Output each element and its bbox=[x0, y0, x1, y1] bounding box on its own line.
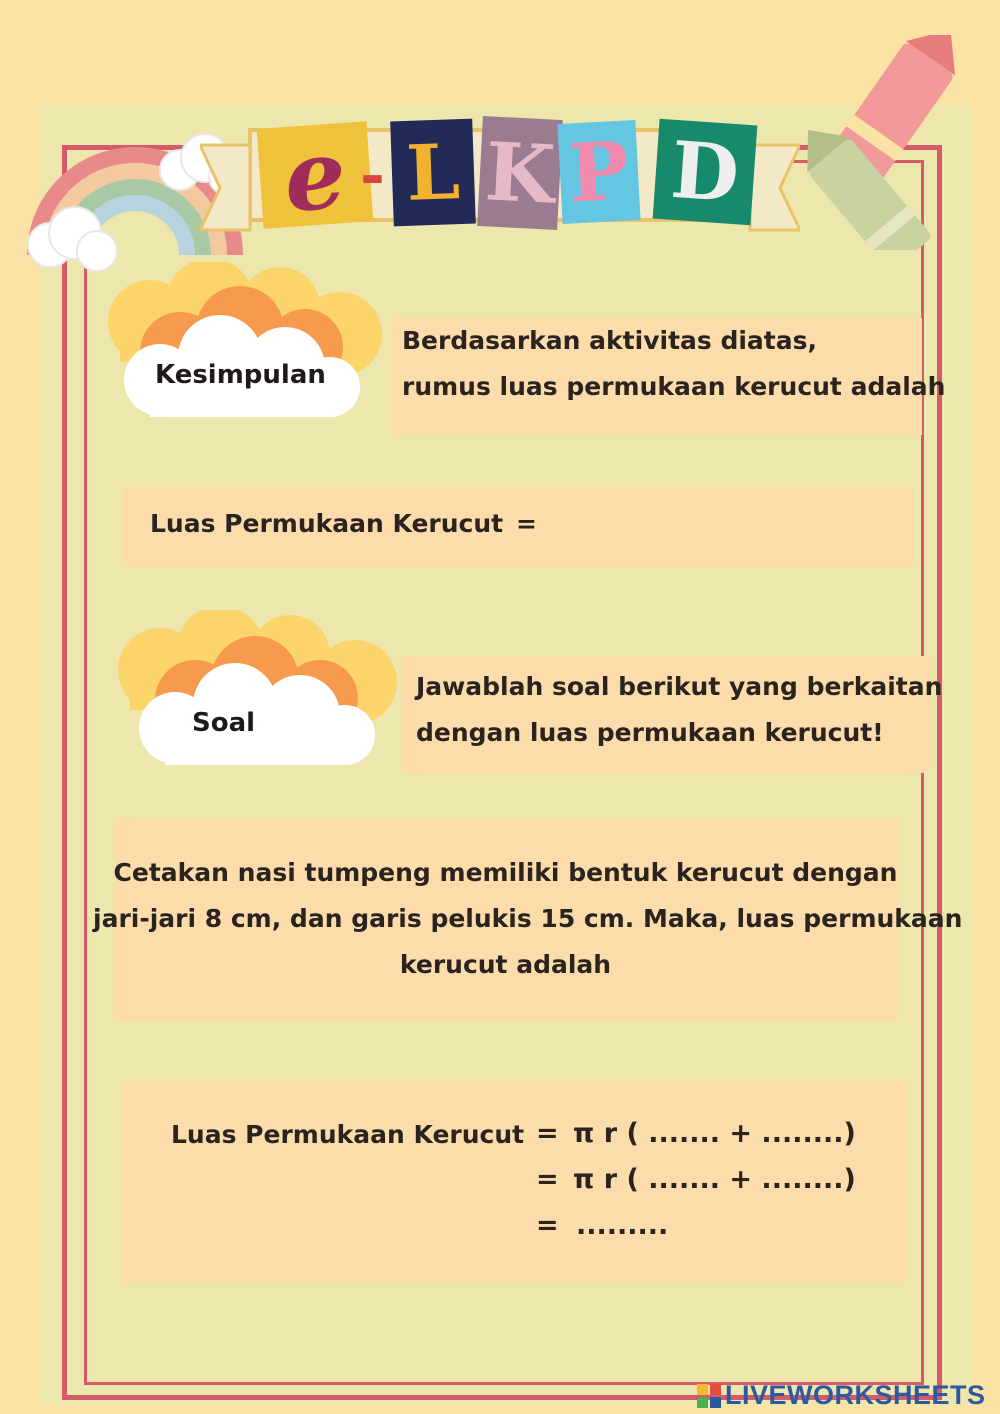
title-letter-d: D bbox=[653, 119, 758, 226]
solution-step1-expr[interactable]: π r ( ....... + ........) bbox=[573, 1118, 856, 1149]
title-letter-k: K bbox=[477, 116, 563, 230]
cloud-icon bbox=[90, 262, 395, 437]
liveworksheets-icon bbox=[697, 1384, 721, 1408]
solution-label: Luas Permukaan Kerucut bbox=[171, 1120, 525, 1149]
title-letter-e: e bbox=[257, 121, 374, 228]
soal-box bbox=[402, 656, 943, 773]
solution-step1-eq: = bbox=[536, 1118, 559, 1149]
problem-line1: Cetakan nasi tumpeng memiliki bentuk kerucut dengan bbox=[113, 858, 898, 887]
title-dash: - bbox=[360, 140, 385, 210]
soal-text-line2: dengan luas permukaan kerucut! bbox=[416, 718, 884, 747]
kesimpulan-box bbox=[392, 318, 946, 435]
solution-step3-expr[interactable]: ......... bbox=[576, 1210, 669, 1241]
solution-step2-expr[interactable]: π r ( ....... + ........) bbox=[573, 1164, 856, 1195]
title-letter-p: P bbox=[557, 120, 640, 224]
solution-step2-eq: = bbox=[536, 1164, 559, 1195]
formula-answer-box[interactable] bbox=[123, 487, 913, 567]
kesimpulan-label: Kesimpulan bbox=[155, 360, 326, 390]
title-letter-l: L bbox=[390, 119, 476, 227]
kesimpulan-text-line1: Berdasarkan aktivitas diatas, bbox=[402, 326, 818, 355]
soal-label: Soal bbox=[192, 708, 256, 738]
solution-box[interactable] bbox=[121, 1080, 906, 1282]
problem-line2: jari-jari 8 cm, dan garis pelukis 15 cm. Maka, luas permukaan bbox=[93, 904, 963, 933]
liveworksheets-logo[interactable] bbox=[697, 1380, 986, 1411]
kesimpulan-text-line2: rumus luas permukaan kerucut adalah bbox=[402, 372, 946, 401]
problem-line3: kerucut adalah bbox=[399, 950, 612, 979]
solution-step3-eq: = bbox=[536, 1210, 559, 1241]
cloud-icon bbox=[100, 610, 405, 780]
formula-answer-label: Luas Permukaan Kerucut bbox=[150, 509, 504, 538]
soal-text-line1: Jawablah soal berikut yang berkaitan bbox=[416, 672, 943, 701]
title-banner bbox=[200, 100, 800, 240]
liveworksheets-brand: LIVEWORKSHEETS bbox=[725, 1380, 986, 1410]
problem-box bbox=[93, 818, 963, 1020]
formula-answer-equals: = bbox=[516, 509, 537, 538]
crayon-icon bbox=[780, 35, 990, 250]
